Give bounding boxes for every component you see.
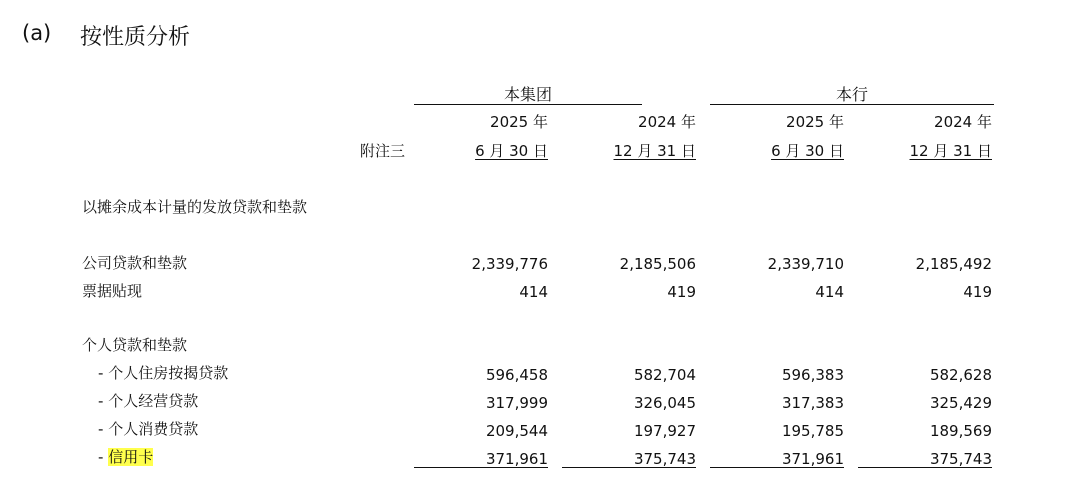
table-cell: 414 [815,283,844,301]
group-header-group-underline [414,104,642,105]
table-cell: 596,458 [485,366,548,384]
subtotal-line [710,467,844,468]
subtotal-line [562,467,696,468]
row-label-text: 个人消费贷款 [108,420,199,438]
group-header-bank-underline [710,104,994,105]
table-cell: 582,628 [929,366,992,384]
group-header-group: 本集团 [503,85,552,104]
table-cell: 195,785 [781,422,844,440]
year-header: 2025 年 [490,113,548,131]
row-label-corporate-loans: 公司贷款和垫款 [82,254,188,272]
row-label-amortised-cost: 以摊余成本计量的发放贷款和垫款 [82,198,308,216]
subtotal-line [858,467,992,468]
group-header-bank: 本行 [835,85,868,104]
note-header: 附注三 [360,142,406,160]
table-cell: 2,339,710 [767,255,844,273]
table-cell: 325,429 [929,394,992,412]
table-cell: 189,569 [929,422,992,440]
row-label-business-loans [98,390,198,411]
table-cell: 197,927 [633,422,696,440]
section-title: 按性质分析 [80,25,191,50]
table-cell: 209,544 [485,422,548,440]
row-label-consumer-loans [98,418,198,439]
table-cell: 2,185,506 [619,255,696,273]
year-header: 2025 年 [786,113,844,131]
year-header: 2024 年 [934,113,992,131]
year-header: 2024 年 [638,113,696,131]
table-cell: 317,383 [781,394,844,412]
row-label-discounted-bills: 票据贴现 [82,282,143,300]
table-cell: 371,961 [485,450,548,468]
date-header: 6 月 30 日 [475,142,548,160]
row-label-text-highlighted: 信用卡 [108,448,154,466]
section-label: (a) [22,21,52,45]
row-label-text: 个人住房按揭贷款 [108,364,229,382]
table-cell: 596,383 [781,366,844,384]
date-header: 12 月 31 日 [613,142,696,160]
table-cell: 371,961 [781,450,844,468]
table-cell: 414 [519,283,548,301]
table-cell: 375,743 [929,450,992,468]
row-prefix: - [98,392,109,410]
subtotal-line [414,467,548,468]
row-label-credit-card [98,446,153,467]
table-cell: 2,339,776 [471,255,548,273]
table-cell: 582,704 [633,366,696,384]
table-cell: 419 [963,283,992,301]
date-header: 12 月 31 日 [909,142,992,160]
row-label-mortgage [98,362,228,383]
table-cell: 326,045 [633,394,696,412]
table-cell: 2,185,492 [915,255,992,273]
row-prefix: - [98,364,109,382]
table-cell: 375,743 [633,450,696,468]
date-header: 6 月 30 日 [771,142,844,160]
row-prefix: - [98,420,109,438]
row-prefix: - [98,448,109,466]
table-cell: 419 [667,283,696,301]
row-label-text: 个人经营贷款 [108,392,199,410]
row-label-personal-loans: 个人贷款和垫款 [82,336,188,354]
table-cell: 317,999 [485,394,548,412]
